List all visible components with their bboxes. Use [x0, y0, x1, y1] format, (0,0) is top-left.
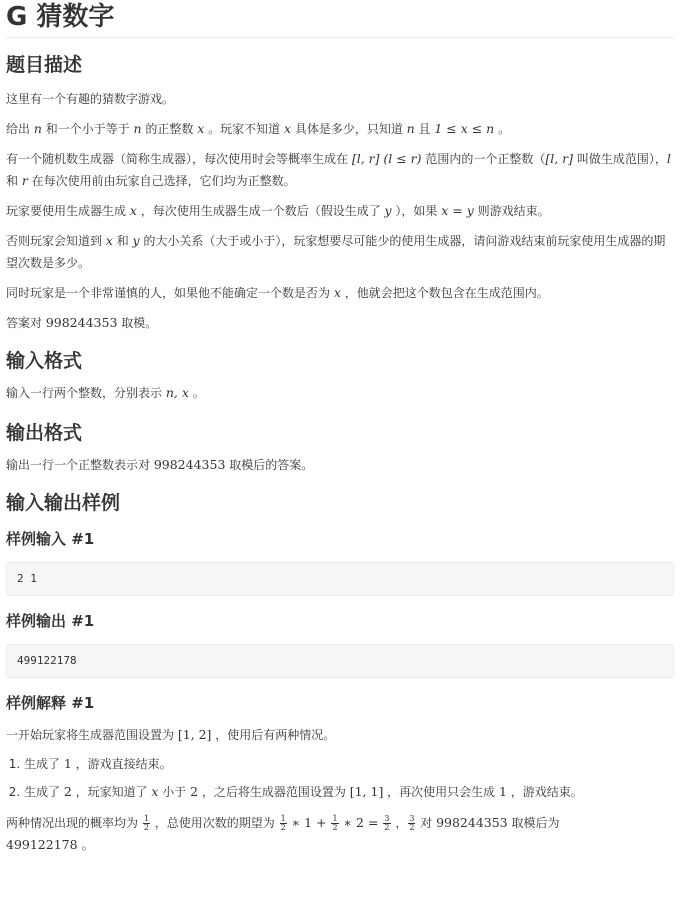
explain-p1: 一开始玩家将生成器范围设置为 [1, 2] ，使用后有两种情况。 — [6, 727, 336, 742]
desc-p5: 否则玩家会知道到 x 和 y 的大小关系（大于或小于），玩家想要尽可能少的使用生成器，请问游戏结束前玩家使用生成器的期望次数是多少。 — [6, 233, 666, 270]
desc-p1: 这里有一个有趣的猜数字游戏。 — [6, 92, 175, 106]
sample-output-heading: 样例输出 #1 — [6, 612, 95, 630]
desc-p6: 同时玩家是一个非常谨慎的人，如果他不能确定一个数是否为 x ，他就会把这个数包含在生成范围内。 — [6, 285, 549, 300]
samples-heading: 输入输出样例 — [6, 492, 121, 514]
list-item: 1. 生成了 1 ，游戏直接结束。 — [24, 752, 674, 776]
math-n: n — [33, 121, 42, 136]
desc-p3: 有一个随机数生成器（简称生成器），每次使用时会等概率生成在 [l, r] (l ≤ r) 范围内的一个正整数（[l, r] 叫做生成范围），l 和 r 在每次使用前由玩家自己选择，它们均为正整数。 — [6, 151, 671, 188]
sample-input-heading: 样例输入 #1 — [6, 530, 95, 548]
output-text: 输出一行一个正整数表示对 998244353 取模后的答案。 — [6, 457, 314, 472]
page-title: G 猜数字 — [6, 0, 674, 38]
list-item: 2. 生成了 2 ，玩家知道了 x 小于 2 ，之后将生成器范围设置为 [1, 1] ，再次使用只会生成 1 ，游戏结束。 — [24, 780, 674, 804]
desc-p7: 答案对 998244353 取模。 — [6, 315, 158, 330]
sample-output-block[interactable]: 499122178 — [6, 644, 674, 678]
input-heading: 输入格式 — [6, 350, 83, 372]
sample-input-block[interactable]: 2 1 — [6, 562, 674, 596]
math-cond: 1 ≤ x ≤ n — [434, 121, 495, 136]
desc-p4: 玩家要使用生成器生成 x ，每次使用生成器生成一个数后（假设生成了 y ），如果 x = y 则游戏结束。 — [6, 203, 550, 218]
fraction-half: $\frac{1}{2}$ — [143, 814, 149, 832]
desc-heading: 题目描述 — [6, 54, 83, 76]
input-text: 输入一行两个整数，分别表示 n, x 。 — [6, 385, 205, 400]
output-heading: 输出格式 — [6, 422, 83, 444]
desc-p2: 给出 n 和一个小于等于 n 的正整数 x 。玩家不知道 x 具体是多少，只知道 n 且 1 ≤ x ≤ n 。 — [6, 121, 511, 136]
sample-explain-heading: 样例解释 #1 — [6, 694, 95, 712]
explain-list — [6, 752, 674, 804]
explain-p2: 两种情况出现的概率均为 $\frac{1}{2}$ ，总使用次数的期望为 $\frac{1}{2}$ ∗ 1 + $\frac{1}{2}$ ∗ 2 = $\frac{3}{2}$ ， $\frac{3}{2}$ 对 998244353 取模后为 499122178 。 — [6, 814, 560, 852]
